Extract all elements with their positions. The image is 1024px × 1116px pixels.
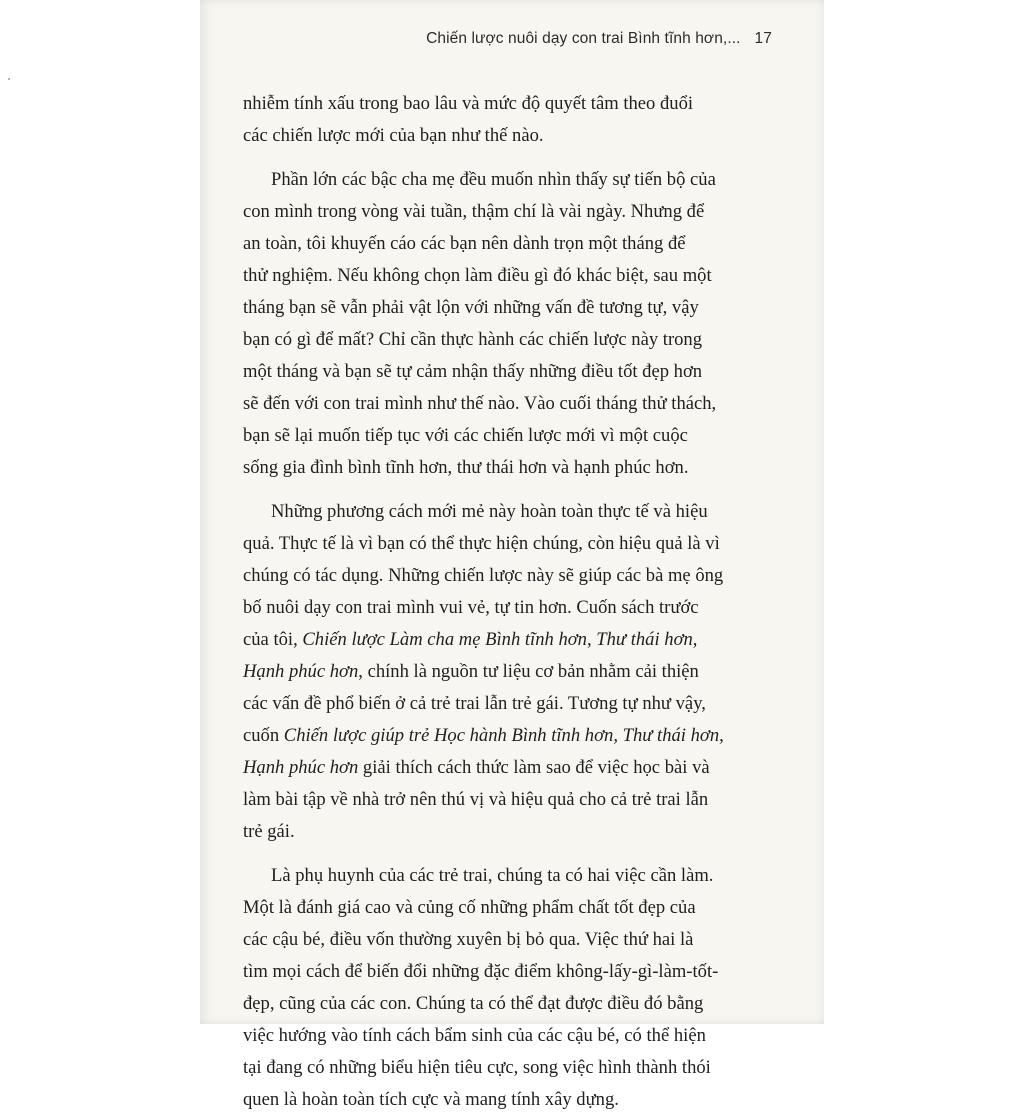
text-line: nhiễm tính xấu trong bao lâu và mức độ quyết tâm theo đuổi [243, 93, 694, 114]
text-line [243, 752, 783, 784]
book-page [200, 0, 824, 1110]
text-line: sống gia đình bình tĩnh hơn, thư thái hơn và hạnh phúc hơn. [243, 457, 689, 478]
text-line: Một là đánh giá cao và củng cố những phẩm chất tốt đẹp của [243, 897, 696, 918]
paragraph-4 [243, 860, 783, 1116]
paragraph-2 [243, 164, 783, 484]
text-run: của tôi, [243, 629, 303, 650]
paragraph-3 [243, 496, 783, 848]
text-run: cuốn [243, 725, 284, 746]
text-line: tại đang có những biểu hiện tiêu cực, song việc hình thành thói [243, 1057, 711, 1078]
text-line: Những phương cách mới mẻ này hoàn toàn thực tế và hiệu [271, 501, 708, 522]
text-line: Phần lớn các bậc cha mẹ đều muốn nhìn thấy sự tiến bộ của [271, 169, 716, 190]
text-line: chúng có tác dụng. Những chiến lược này sẽ giúp các bà mẹ ông [243, 565, 724, 586]
text-line: trẻ gái. [243, 821, 295, 842]
text-line: bố nuôi dạy con trai mình vui vẻ, tự tin hơn. Cuốn sách trước [243, 597, 699, 618]
body-text [243, 88, 783, 1116]
book-title: Chiến lược giúp trẻ Học hành Bình tĩnh hơn, Thư thái hơn, [283, 725, 724, 746]
paragraph-1 [243, 88, 783, 152]
page-number: 17 [754, 30, 772, 47]
text-line: thử nghiệm. Nếu không chọn làm điều gì đó khác biệt, sau một [243, 265, 712, 286]
text-run: giải thích cách thức làm sao để việc học bài và [358, 757, 710, 778]
book-title: Chiến lược Làm cha mẹ Bình tĩnh hơn, Thư thái hơn, [302, 629, 698, 650]
text-line [243, 720, 783, 752]
text-line: con mình trong vòng vài tuần, thậm chí là vài ngày. Nhưng để [243, 201, 705, 222]
text-line: sẽ đến với con trai mình như thế nào. Vào cuối tháng thử thách, [243, 393, 717, 414]
text-line: tháng bạn sẽ vẫn phải vật lộn với những vấn đề tương tự, vậy [243, 297, 699, 318]
text-line: tìm mọi cách để biến đổi những đặc điểm không-lấy-gì-làm-tốt- [243, 961, 719, 982]
text-line: bạn có gì để mất? Chỉ cần thực hành các chiến lược này trong [243, 329, 703, 350]
text-line: quả. Thực tế là vì bạn có thể thực hiện chúng, còn hiệu quả là vì [243, 533, 720, 554]
text-line: Là phụ huynh của các trẻ trai, chúng ta có hai việc cần làm. [271, 865, 714, 886]
text-line: quen là hoàn toàn tích cực và mang tính xây dựng. [243, 1089, 619, 1110]
text-line: việc hướng vào tính cách bẩm sinh của các cậu bé, có thể hiện [243, 1025, 706, 1046]
text-line: làm bài tập về nhà trở nên thú vị và hiệu quả cho cả trẻ trai lẫn [243, 789, 709, 810]
running-header [426, 30, 772, 48]
text-line: các chiến lược mới của bạn như thế nào. [243, 125, 544, 146]
text-line: an toàn, tôi khuyến cáo các bạn nên dành trọn một tháng để [243, 233, 686, 254]
text-run: , chính là nguồn tư liệu cơ bản nhằm cải thiện [358, 661, 699, 682]
running-title: Chiến lược nuôi dạy con trai Bình tĩnh hơn,... [426, 30, 741, 47]
text-line [243, 624, 783, 656]
text-line: các cậu bé, điều vốn thường xuyên bị bỏ qua. Việc thứ hai là [243, 929, 694, 950]
scan-speck [8, 78, 10, 80]
book-title: Hạnh phúc hơn [243, 661, 359, 682]
text-line: một tháng và bạn sẽ tự cảm nhận thấy những điều tốt đẹp hơn [243, 361, 703, 382]
book-title: Hạnh phúc hơn [243, 757, 359, 778]
text-line: đẹp, cũng của các con. Chúng ta có thể đạt được điều đó bằng [243, 993, 704, 1014]
text-line: các vấn đề phổ biến ở cả trẻ trai lẫn trẻ gái. Tương tự như vậy, [243, 693, 706, 714]
text-line: bạn sẽ lại muốn tiếp tục với các chiến lược mới vì một cuộc [243, 425, 688, 446]
text-line [243, 656, 783, 688]
